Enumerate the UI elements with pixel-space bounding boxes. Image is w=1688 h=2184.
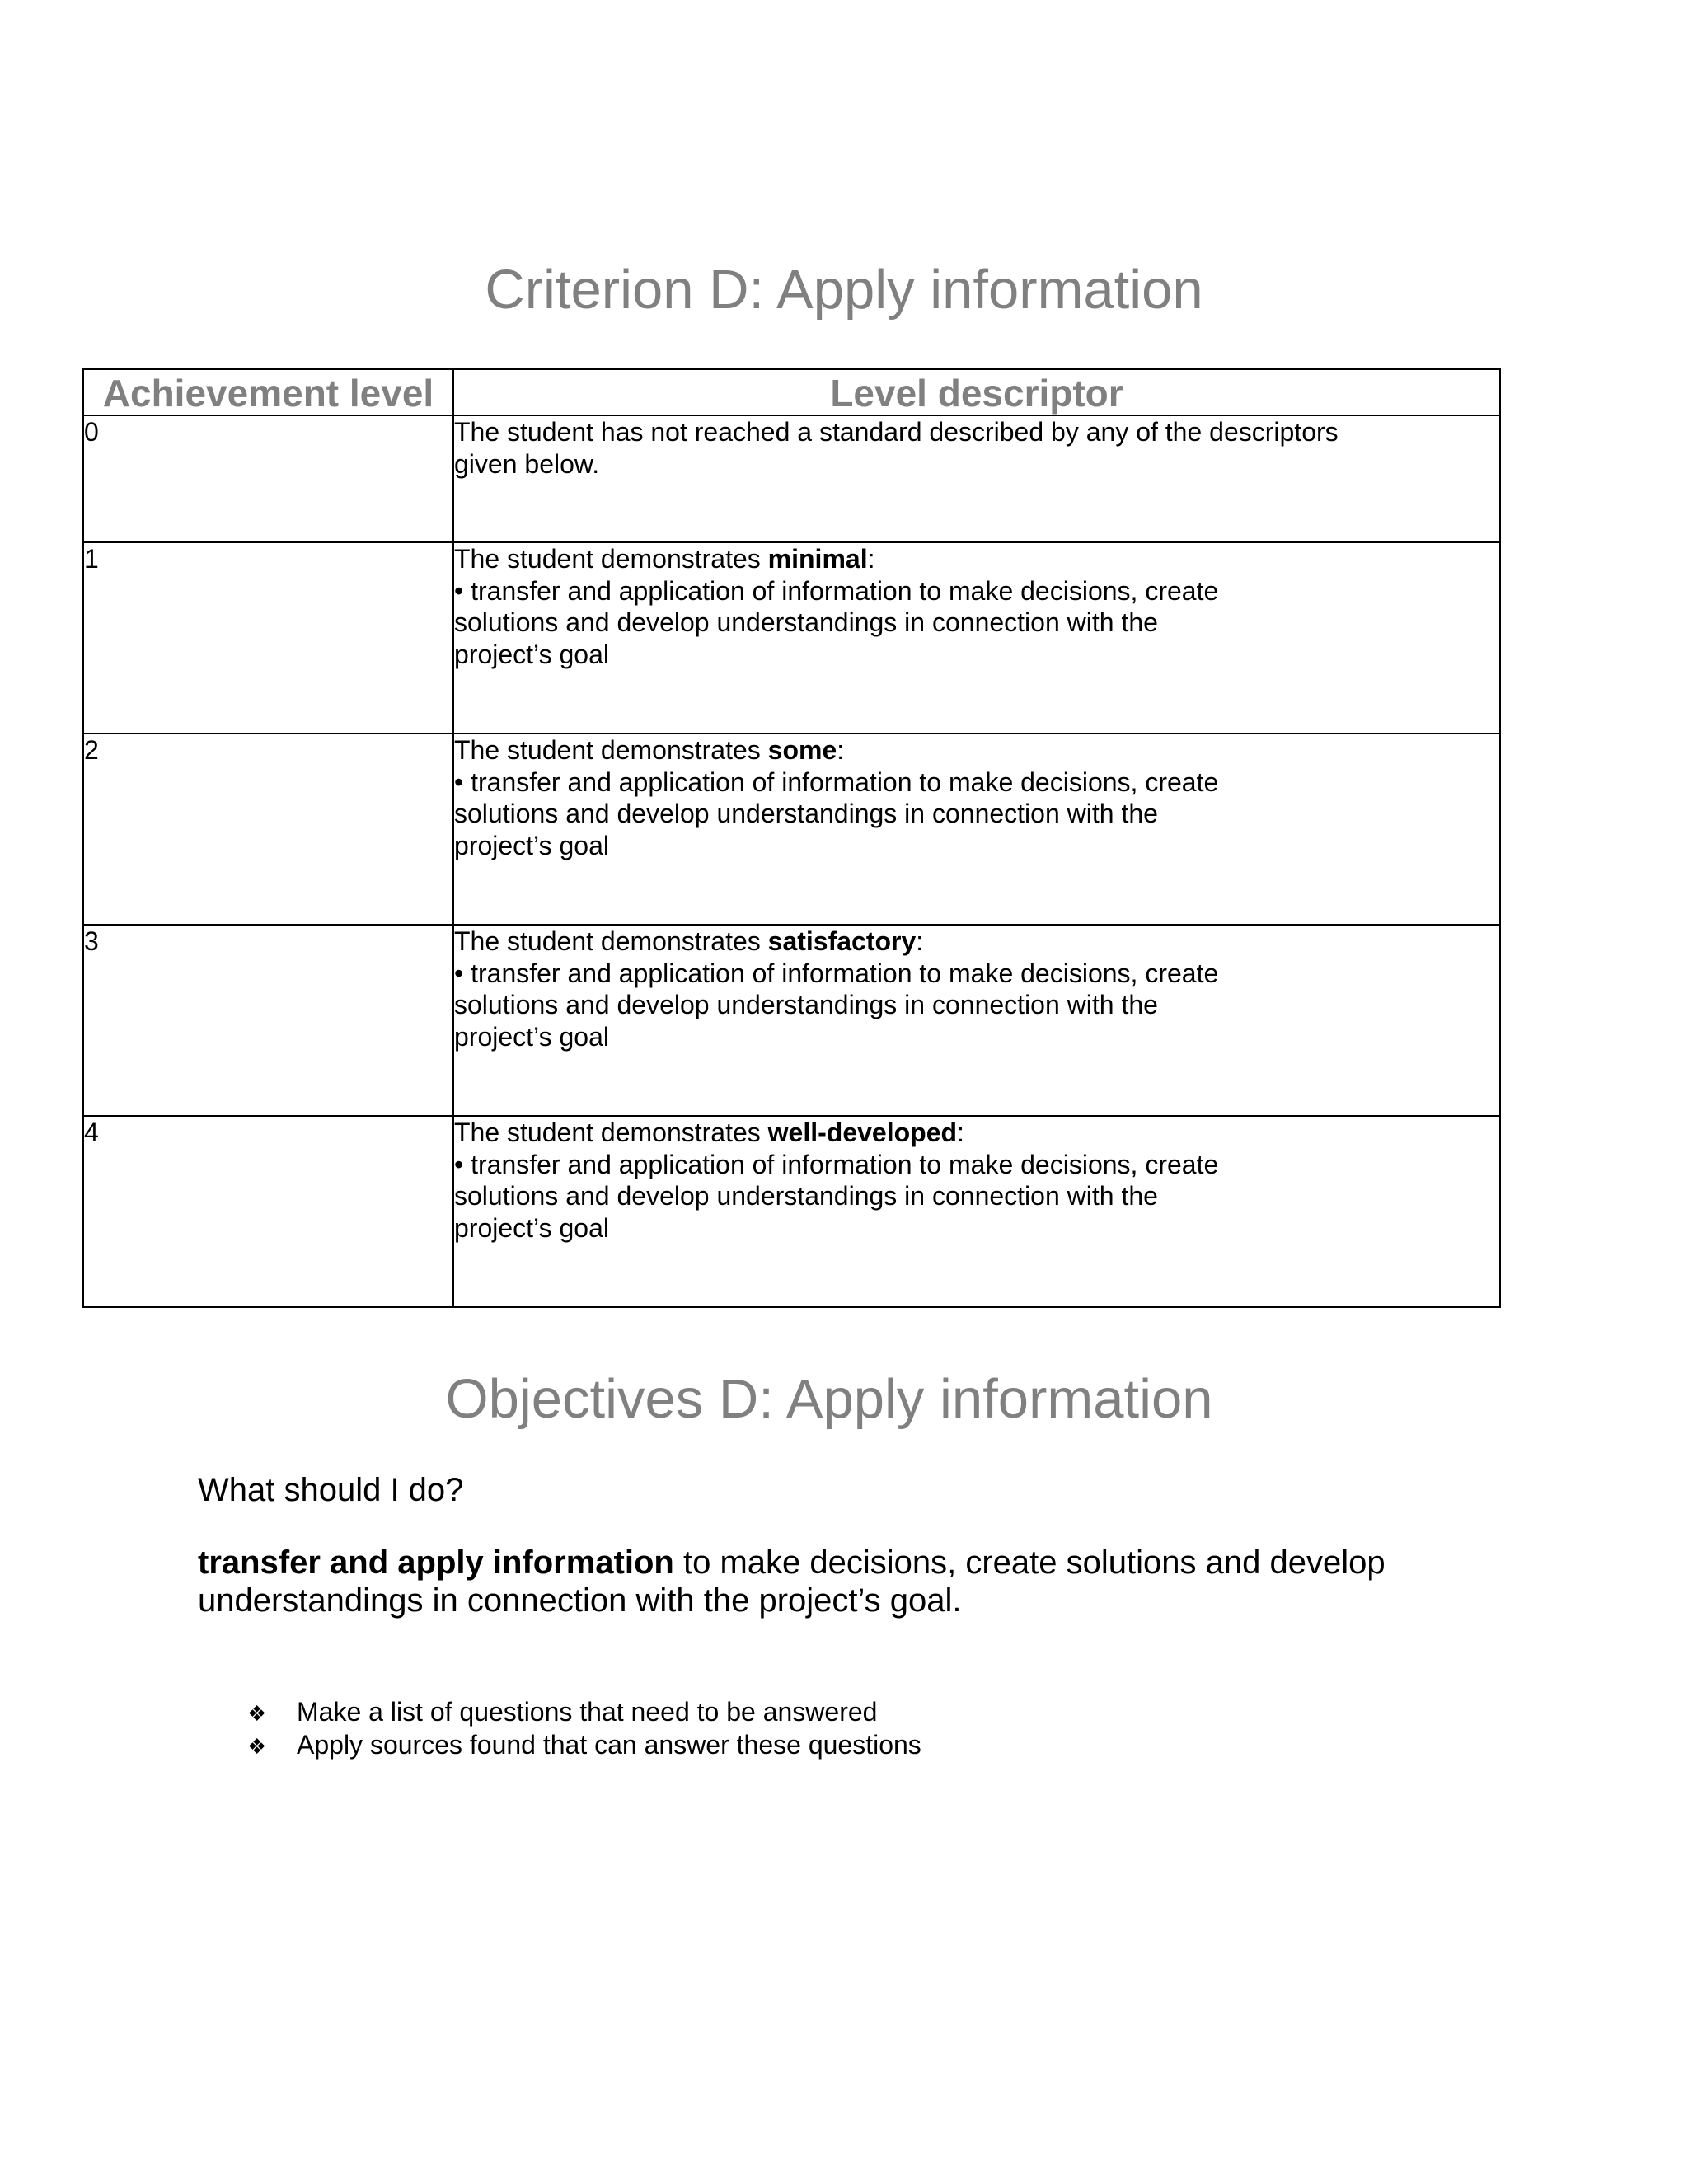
descriptor-bullet: • transfer and application of information to make decisions, create solutions and develop understandings in connection with the project’s goal bbox=[454, 766, 1219, 860]
descriptor-text: The student has not reached a standard described by any of the descriptors given below. bbox=[454, 417, 1339, 479]
objectives-title: Objectives D: Apply information bbox=[445, 1368, 1213, 1430]
achievement-level: 0 bbox=[83, 415, 453, 542]
table-header-row bbox=[83, 369, 1500, 415]
diamond-bullet-icon: ❖ bbox=[247, 1701, 267, 1726]
table-row bbox=[83, 925, 1500, 1116]
level-descriptor bbox=[453, 415, 1500, 542]
header-level-descriptor: Level descriptor bbox=[453, 369, 1500, 415]
rubric-table bbox=[82, 368, 1501, 1308]
list-item bbox=[247, 1696, 921, 1729]
objective-statement bbox=[198, 1544, 1459, 1619]
list-item bbox=[247, 1729, 921, 1762]
criterion-title: Criterion D: Apply information bbox=[485, 259, 1203, 321]
diamond-bullet-icon: ❖ bbox=[247, 1734, 267, 1759]
descriptor-emphasis: minimal bbox=[767, 544, 868, 574]
objective-rest: to make decisions, create solutions and develop understandings in connection with the project’s goal. bbox=[198, 1544, 1386, 1619]
achievement-level: 3 bbox=[83, 925, 453, 1116]
tips-list bbox=[247, 1696, 921, 1762]
level-descriptor bbox=[453, 733, 1500, 925]
table-row bbox=[83, 1116, 1500, 1307]
objective-emphasis: transfer and apply information bbox=[198, 1544, 674, 1581]
descriptor-intro: The student demonstrates well-developed: bbox=[454, 1118, 964, 1147]
achievement-level: 4 bbox=[83, 1116, 453, 1307]
tip-text: Apply sources found that can answer these questions bbox=[297, 1730, 921, 1760]
level-descriptor bbox=[453, 925, 1500, 1116]
level-descriptor bbox=[453, 542, 1500, 733]
achievement-level: 2 bbox=[83, 733, 453, 925]
descriptor-bullet: • transfer and application of information to make decisions, create solutions and develop understandings in connection with the project’s goal bbox=[454, 575, 1219, 669]
descriptor-emphasis: satisfactory bbox=[767, 926, 917, 956]
descriptor-bullet: • transfer and application of information to make decisions, create solutions and develop understandings in connection with the project’s goal bbox=[454, 1149, 1219, 1243]
guiding-question: What should I do? bbox=[198, 1472, 464, 1508]
descriptor-bullet: • transfer and application of information to make decisions, create solutions and develop understandings in connection with the project’s goal bbox=[454, 958, 1219, 1052]
tip-text: Make a list of questions that need to be answered bbox=[297, 1697, 878, 1727]
achievement-level: 1 bbox=[83, 542, 453, 733]
header-achievement-level: Achievement level bbox=[83, 369, 453, 415]
descriptor-emphasis: some bbox=[767, 735, 837, 765]
table-row bbox=[83, 542, 1500, 733]
descriptor-intro: The student demonstrates some: bbox=[454, 735, 845, 765]
table-row bbox=[83, 415, 1500, 542]
level-descriptor bbox=[453, 1116, 1500, 1307]
descriptor-intro: The student demonstrates satisfactory: bbox=[454, 926, 924, 956]
table-row bbox=[83, 733, 1500, 925]
descriptor-emphasis: well-developed bbox=[767, 1118, 958, 1147]
descriptor-intro: The student demonstrates minimal: bbox=[454, 544, 875, 574]
